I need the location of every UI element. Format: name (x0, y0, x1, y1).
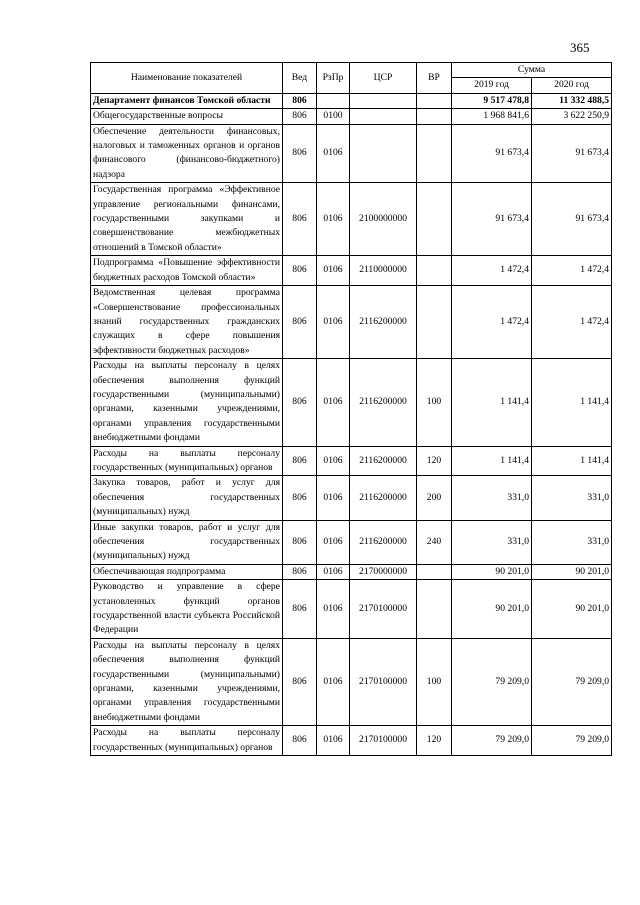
cell-rzpr (317, 93, 350, 108)
cell-y2019: 9 517 478,8 (452, 93, 532, 108)
cell-rzpr: 0106 (317, 446, 350, 476)
header-vr: ВР (417, 63, 452, 94)
table-row (91, 520, 612, 564)
cell-vr (417, 286, 452, 359)
cell-rzpr: 0100 (317, 109, 350, 124)
cell-name: Ведомственная целевая программа «Совершенствование профессиональных знаний государственных гражданских служащих в сфере повышения эффективности бюджетных расходов» (91, 286, 283, 359)
cell-csr: 2116200000 (350, 446, 417, 476)
cell-vr (417, 109, 452, 124)
cell-csr: 2170100000 (350, 638, 417, 725)
cell-y2020: 3 622 250,9 (532, 109, 612, 124)
cell-vr: 100 (417, 638, 452, 725)
table-row (91, 109, 612, 124)
cell-name: Руководство и управление в сфере установленных функций органов государственной власти субъекта Российской Федерации (91, 580, 283, 639)
table-row (91, 183, 612, 256)
cell-y2019: 1 472,4 (452, 286, 532, 359)
table-row (91, 286, 612, 359)
cell-vr (417, 564, 452, 579)
table-row (91, 476, 612, 520)
cell-ved: 806 (283, 286, 317, 359)
cell-vr (417, 124, 452, 183)
cell-y2019: 1 141,4 (452, 446, 532, 476)
cell-y2019: 1 472,4 (452, 256, 532, 286)
cell-ved: 806 (283, 580, 317, 639)
table-row (91, 638, 612, 725)
cell-rzpr: 0106 (317, 580, 350, 639)
header-year-2019: 2019 год (452, 78, 532, 93)
cell-vr (417, 183, 452, 256)
cell-y2019: 331,0 (452, 520, 532, 564)
cell-vr: 100 (417, 359, 452, 446)
cell-name: Расходы на выплаты персоналу государственных (муниципальных) органов (91, 726, 283, 756)
cell-name: Государственная программа «Эффективное управление региональными финансами, государственными закупками и совершенствование межбюджетных отношений в Томской области» (91, 183, 283, 256)
cell-rzpr: 0106 (317, 286, 350, 359)
cell-rzpr: 0106 (317, 726, 350, 756)
cell-name: Иные закупки товаров, работ и услуг для обеспечения государственных (муниципальных) нужд (91, 520, 283, 564)
cell-vr: 200 (417, 476, 452, 520)
cell-y2020: 1 141,4 (532, 446, 612, 476)
cell-name: Подпрограмма «Повышение эффективности бюджетных расходов Томской области» (91, 256, 283, 286)
cell-rzpr: 0106 (317, 520, 350, 564)
cell-ved: 806 (283, 638, 317, 725)
cell-y2020: 331,0 (532, 476, 612, 520)
cell-y2019: 90 201,0 (452, 564, 532, 579)
cell-y2020: 331,0 (532, 520, 612, 564)
cell-rzpr: 0106 (317, 476, 350, 520)
cell-name: Департамент финансов Томской области (91, 93, 283, 108)
cell-rzpr: 0106 (317, 638, 350, 725)
cell-y2020: 90 201,0 (532, 564, 612, 579)
cell-rzpr: 0106 (317, 183, 350, 256)
cell-ved: 806 (283, 183, 317, 256)
cell-y2020: 90 201,0 (532, 580, 612, 639)
page-number: 365 (570, 40, 590, 55)
cell-name: Закупка товаров, работ и услуг для обеспечения государственных (муниципальных) нужд (91, 476, 283, 520)
cell-vr (417, 580, 452, 639)
budget-table (90, 62, 612, 756)
cell-csr: 2116200000 (350, 359, 417, 446)
cell-csr: 2110000000 (350, 256, 417, 286)
cell-vr: 240 (417, 520, 452, 564)
cell-vr (417, 93, 452, 108)
cell-y2019: 1 968 841,6 (452, 109, 532, 124)
table-row (91, 359, 612, 446)
cell-y2019: 91 673,4 (452, 124, 532, 183)
cell-csr: 2170000000 (350, 564, 417, 579)
cell-ved: 806 (283, 564, 317, 579)
cell-rzpr: 0106 (317, 359, 350, 446)
header-rzpr: РзПр (317, 63, 350, 94)
cell-name: Расходы на выплаты персоналу в целях обеспечения выполнения функций государственными (муниципальными) органами, казенными учреждениями, органами управления государственными внебюджетными фондами (91, 638, 283, 725)
header-csr: ЦСР (350, 63, 417, 94)
cell-csr: 2116200000 (350, 476, 417, 520)
cell-ved: 806 (283, 93, 317, 108)
table-row (91, 564, 612, 579)
cell-y2019: 1 141,4 (452, 359, 532, 446)
cell-y2019: 79 209,0 (452, 726, 532, 756)
cell-rzpr: 0106 (317, 124, 350, 183)
table-row (91, 580, 612, 639)
cell-csr (350, 93, 417, 108)
cell-rzpr: 0106 (317, 564, 350, 579)
cell-y2020: 79 209,0 (532, 726, 612, 756)
cell-ved: 806 (283, 256, 317, 286)
cell-y2019: 331,0 (452, 476, 532, 520)
cell-y2019: 90 201,0 (452, 580, 532, 639)
cell-csr (350, 124, 417, 183)
cell-name: Расходы на выплаты персоналу государственных (муниципальных) органов (91, 446, 283, 476)
table-row (91, 256, 612, 286)
cell-vr: 120 (417, 446, 452, 476)
header-ved: Вед (283, 63, 317, 94)
cell-y2020: 91 673,4 (532, 124, 612, 183)
table-row (91, 124, 612, 183)
cell-name: Общегосударственные вопросы (91, 109, 283, 124)
cell-ved: 806 (283, 446, 317, 476)
cell-y2020: 1 472,4 (532, 256, 612, 286)
cell-y2020: 11 332 488,5 (532, 93, 612, 108)
cell-csr: 2116200000 (350, 286, 417, 359)
cell-rzpr: 0106 (317, 256, 350, 286)
cell-csr (350, 109, 417, 124)
cell-ved: 806 (283, 726, 317, 756)
cell-ved: 806 (283, 359, 317, 446)
cell-name: Расходы на выплаты персоналу в целях обеспечения выполнения функций государственными (муниципальными) органами, казенными учреждениями, органами управления государственными внебюджетными фондами (91, 359, 283, 446)
cell-csr: 2116200000 (350, 520, 417, 564)
cell-csr: 2170100000 (350, 726, 417, 756)
header-name: Наименование показателей (91, 63, 283, 94)
cell-y2020: 1 472,4 (532, 286, 612, 359)
cell-y2019: 91 673,4 (452, 183, 532, 256)
cell-y2019: 79 209,0 (452, 638, 532, 725)
cell-vr (417, 256, 452, 286)
table-row (91, 446, 612, 476)
cell-ved: 806 (283, 109, 317, 124)
cell-csr: 2100000000 (350, 183, 417, 256)
table-row (91, 726, 612, 756)
cell-y2020: 79 209,0 (532, 638, 612, 725)
header-year-2020: 2020 год (532, 78, 612, 93)
cell-y2020: 1 141,4 (532, 359, 612, 446)
cell-ved: 806 (283, 476, 317, 520)
cell-ved: 806 (283, 124, 317, 183)
cell-name: Обеспечение деятельности финансовых, налоговых и таможенных органов и органов финансового (финансово-бюджетного) надзора (91, 124, 283, 183)
cell-name: Обеспечивающая подпрограмма (91, 564, 283, 579)
cell-y2020: 91 673,4 (532, 183, 612, 256)
table-row (91, 93, 612, 108)
cell-ved: 806 (283, 520, 317, 564)
cell-csr: 2170100000 (350, 580, 417, 639)
cell-vr: 120 (417, 726, 452, 756)
header-sum: Сумма (452, 63, 612, 78)
